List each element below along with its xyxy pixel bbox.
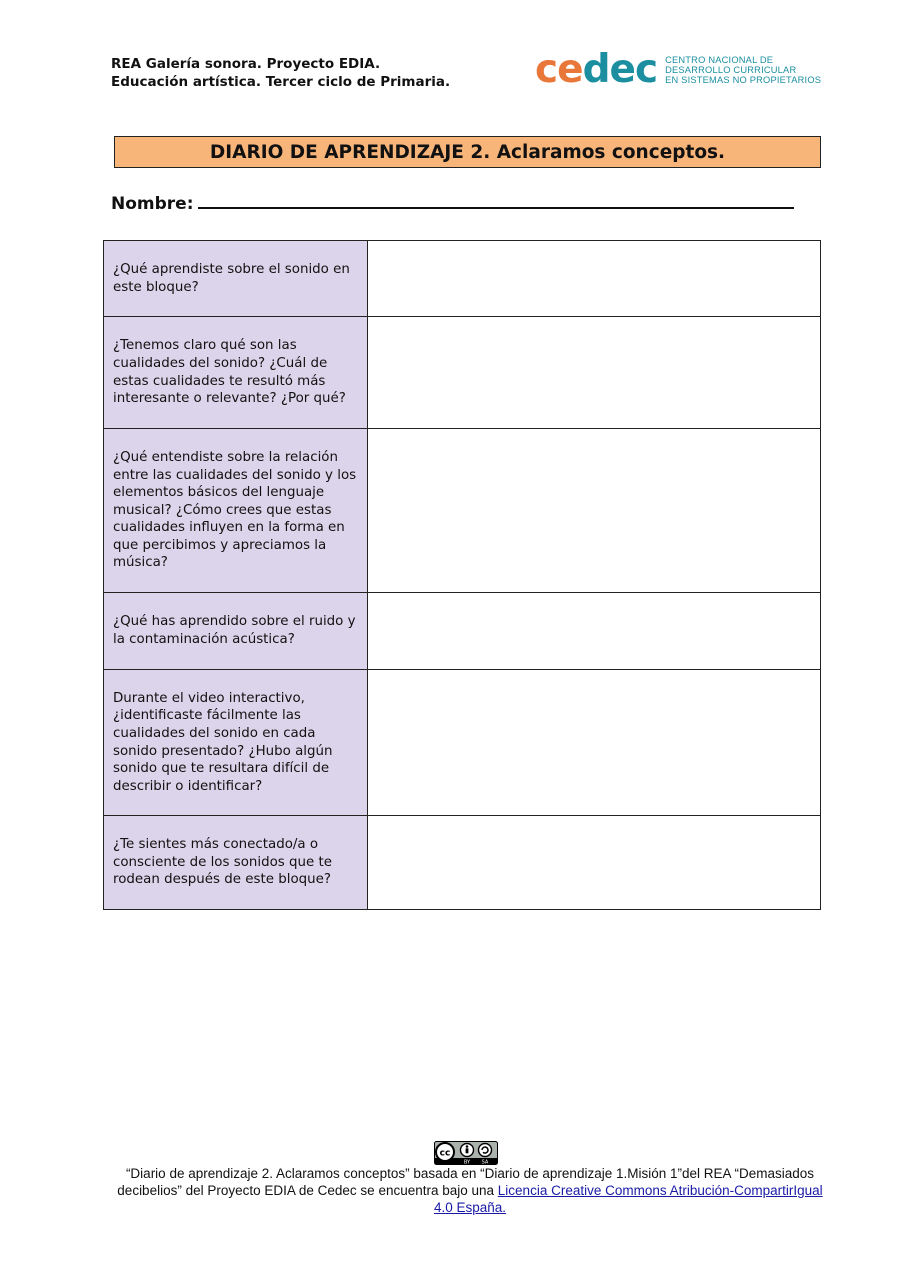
table-row	[104, 593, 821, 670]
by-icon-text: BY	[463, 1159, 471, 1165]
table-row	[104, 241, 821, 317]
table-row	[104, 670, 821, 816]
answer-cell[interactable]	[368, 429, 821, 593]
table-row	[104, 816, 821, 910]
question-cell: ¿Te sientes más conectado/a o consciente de los sonidos que te rodean después de este bloque?	[104, 816, 368, 910]
cedec-logo-wordmark	[535, 47, 658, 92]
answer-cell[interactable]	[368, 317, 821, 429]
logo-sub-line2: DESARROLLO CURRICULAR	[665, 65, 797, 75]
question-cell: ¿Qué entendiste sobre la relación entre las cualidades del sonido y los elementos básicos del lenguaje musical? ¿Cómo crees que estas cualidades influyen en la forma en que percibimos y apreciamos la música?	[104, 429, 368, 593]
logo-sub-line3: EN SISTEMAS NO PROPIETARIOS	[665, 75, 822, 85]
header-project-line: REA Galería sonora. Proyecto EDIA.	[111, 56, 381, 72]
question-cell: ¿Qué aprendiste sobre el sonido en este bloque?	[104, 241, 368, 317]
logo-sub-line1: CENTRO NACIONAL DE	[665, 55, 774, 65]
name-blank-line[interactable]	[198, 192, 794, 209]
name-label: Nombre:	[111, 194, 194, 214]
answer-cell[interactable]	[368, 670, 821, 816]
table-row	[104, 317, 821, 429]
cedec-logo-subtitle	[665, 55, 821, 85]
cc-icon-text: cc	[439, 1148, 451, 1159]
license-footer	[110, 1165, 830, 1216]
footer-text: “Diario de aprendizaje 2. Aclaramos conceptos” basada en “Diario de aprendizaje 1.Misión 1”del REA “Demasiados decibelios” del Proyecto EDIA de Cedec se encuentra bajo una	[117, 1166, 815, 1198]
question-cell: ¿Qué has aprendido sobre el ruido y la contaminación acústica?	[104, 593, 368, 670]
cc-by-sa-license-icon	[434, 1141, 498, 1165]
diary-table	[103, 240, 821, 910]
name-field	[111, 192, 794, 214]
answer-cell[interactable]	[368, 241, 821, 317]
sa-icon-text: SA	[481, 1159, 489, 1165]
header-course-line: Educación artística. Tercer ciclo de Primaria.	[111, 74, 451, 90]
page-title: DIARIO DE APRENDIZAJE 2. Aclaramos conceptos.	[114, 136, 821, 168]
question-cell: Durante el video interactivo, ¿identificaste fácilmente las cualidades del sonido en cada sonido presentado? ¿Hubo algún sonido que te resultara difícil de describir o identificar?	[104, 670, 368, 816]
cedec-logo	[535, 47, 822, 92]
table-row	[104, 429, 821, 593]
answer-cell[interactable]	[368, 816, 821, 910]
answer-cell[interactable]	[368, 593, 821, 670]
document-header	[111, 55, 450, 91]
logo-ce-text: ce	[535, 47, 583, 92]
license-link[interactable]: Licencia Creative Commons Atribución-CompartirIgual 4.0 España.	[433, 1183, 823, 1215]
question-cell: ¿Tenemos claro qué son las cualidades del sonido? ¿Cuál de estas cualidades te resultó más interesante o relevante? ¿Por qué?	[104, 317, 368, 429]
logo-dec-text: dec	[582, 47, 658, 92]
